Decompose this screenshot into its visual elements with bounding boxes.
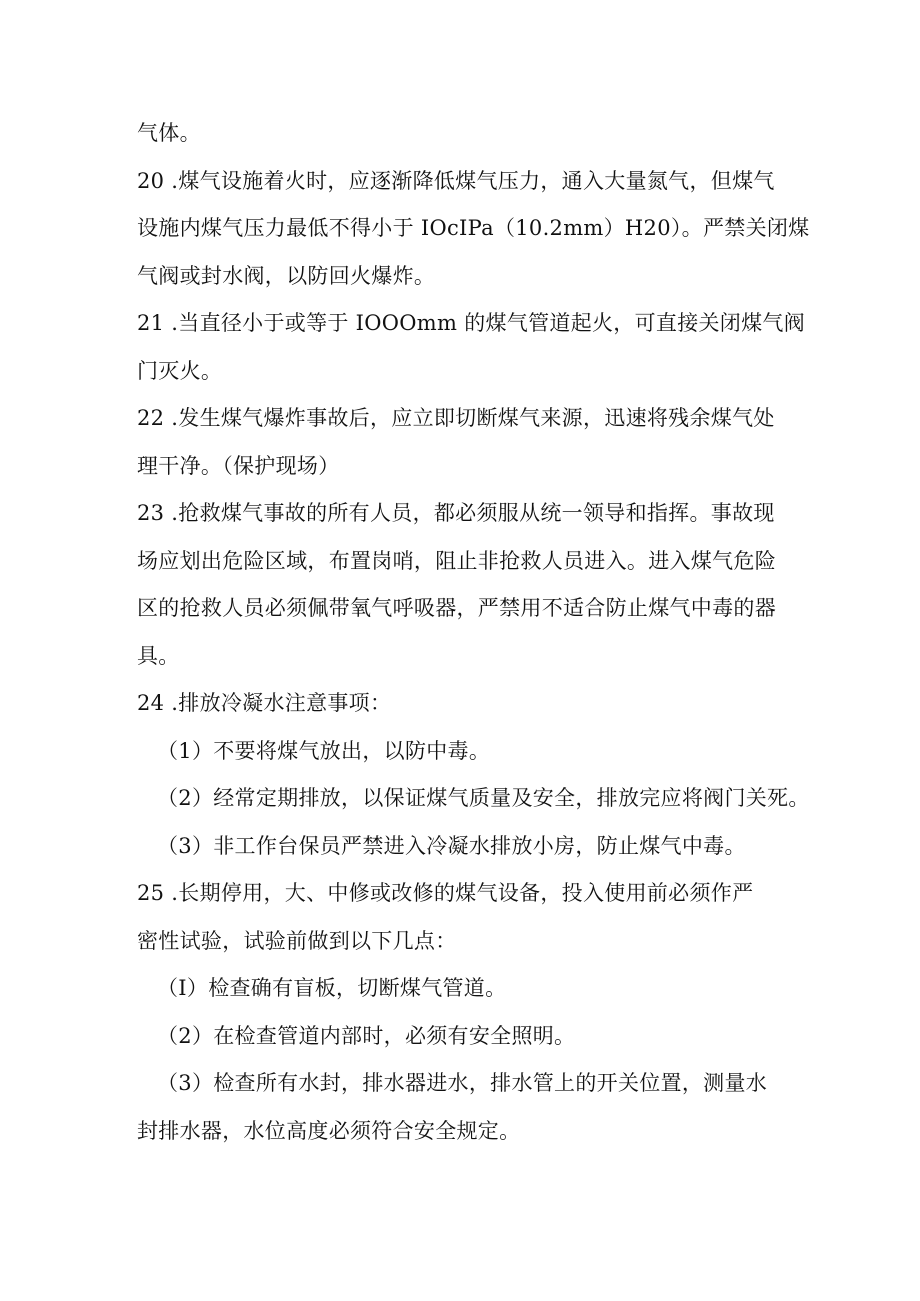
item-23-line-1: 23 .抢救煤气事故的所有人员，都必须服从统一领导和指挥。事故现 — [137, 501, 775, 525]
item-22-line-2: 理干净。（保护现场） — [137, 453, 340, 478]
item-25-line-2: 密性试验，试验前做到以下几点： — [137, 928, 457, 953]
item-24-heading: 24 .排放冷凝水注意事项： — [137, 691, 392, 715]
item-21-line-2: 门灭火。 — [137, 358, 223, 383]
item-24-subitem-2: （2）经常定期排放，以保证煤气质量及安全，排放完应将阀门关死。 — [157, 786, 810, 810]
document-body — [137, 110, 810, 1155]
item-25-subitem-3-line-2: 封排水器，水位高度必须符合安全规定。 — [137, 1118, 521, 1143]
item-25-subitem-2: （2）在检查管道内部时，必须有安全照明。 — [157, 1023, 576, 1048]
item-21-line-1: 21 .当直径小于或等于 IOOOmm 的煤气管道起火，可直接关闭煤气阀 — [137, 311, 805, 335]
item-23-line-2: 场应划出危险区域，布置岗哨，阻止非抢救人员进入。进入煤气危险 — [137, 548, 776, 573]
item-20-line-2: 设施内煤气压力最低不得小于 IOcIPa（10.2mm）H20）。严禁关闭煤 — [137, 216, 810, 240]
item-22-line-1: 22 .发生煤气爆炸事故后，应立即切断煤气来源，迅速将残余煤气处 — [137, 406, 775, 430]
item-25-subitem-1: （I）检查确有盲板，切断煤气管道。 — [157, 976, 507, 1000]
item-23-line-3: 区的抢救人员必须佩带氧气呼吸器，严禁用不适合防止煤气中毒的器 — [137, 596, 776, 620]
item-25-subitem-3-line-1: （3）检查所有水封，排水器进水，排水管上的开关位置，测量水 — [157, 1071, 768, 1095]
item-24-subitem-3: （3）非工作台保员严禁进入冷凝水排放小房，防止煤气中毒。 — [157, 833, 746, 858]
item-20-line-1: 20 .煤气设施着火时，应逐渐降低煤气压力，通入大量氮气，但煤气 — [137, 168, 775, 193]
item-24-subitem-1: （1）不要将煤气放出，以防中毒。 — [157, 738, 491, 763]
text-line: 气体。 — [137, 121, 201, 145]
item-25-line-1: 25 .长期停用，大、中修或改修的煤气设备，投入使用前必须作严 — [137, 881, 754, 905]
item-20-line-3: 气阀或封水阀，以防回火爆炸。 — [137, 263, 436, 288]
item-23-line-4: 具。 — [137, 643, 180, 668]
